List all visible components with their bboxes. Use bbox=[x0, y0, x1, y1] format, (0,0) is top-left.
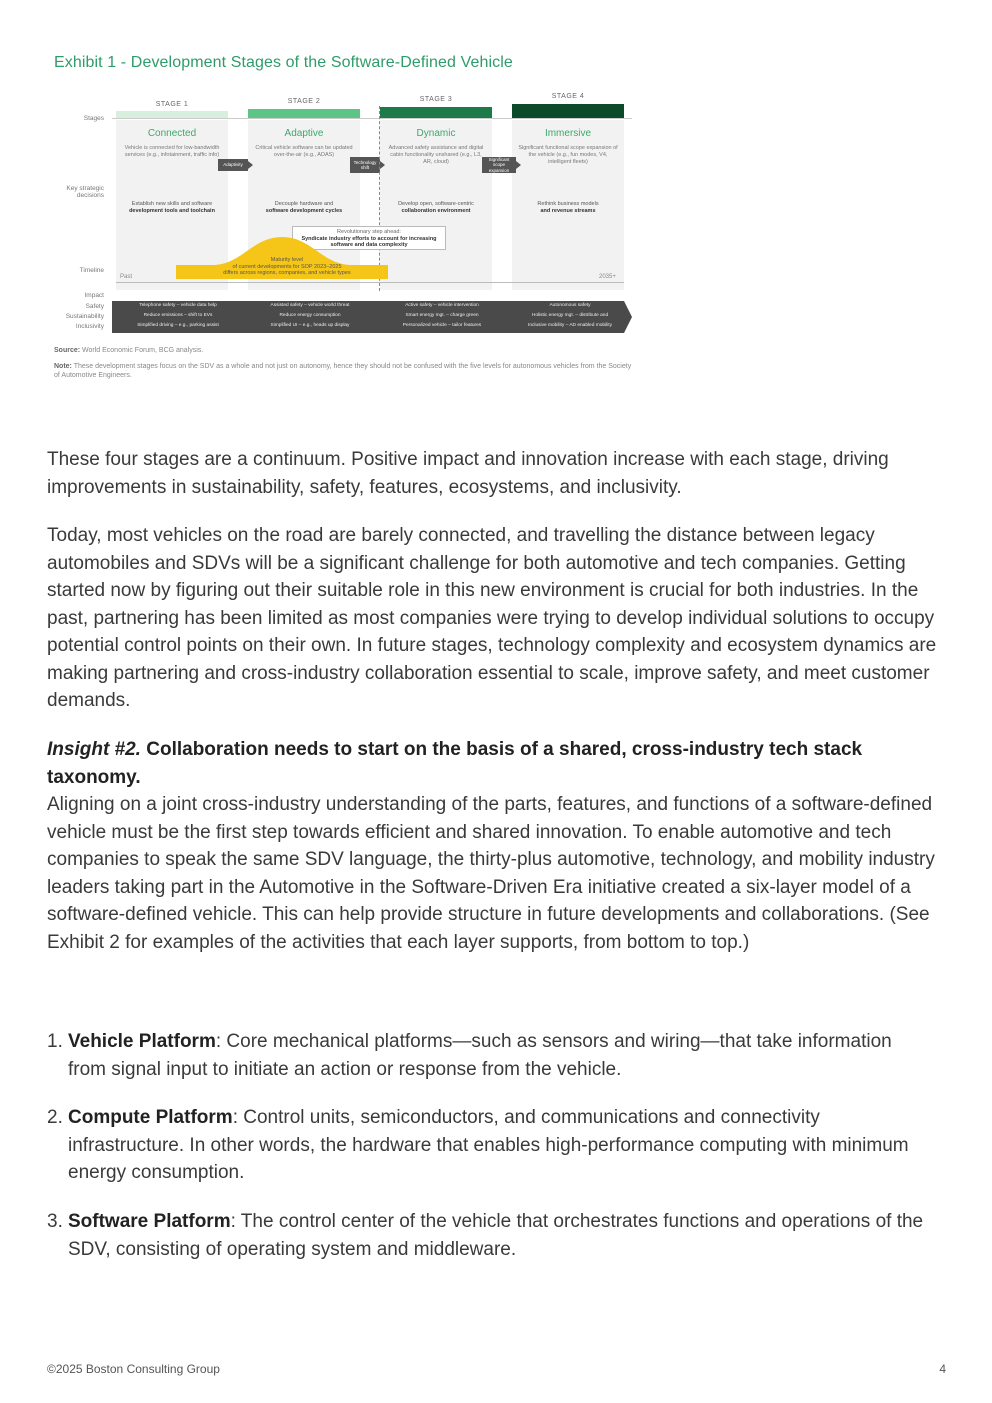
maturity-line-1: Maturity level bbox=[270, 257, 304, 263]
row-label-stages: Stages bbox=[83, 115, 104, 122]
impact-cell: Assisted safety – vehicle world threat bbox=[270, 303, 350, 308]
row-label-sustainability: Sustainability bbox=[65, 313, 104, 320]
list-item bbox=[47, 1104, 927, 1187]
stage-1-header: STAGE 1 bbox=[155, 101, 189, 108]
stage-1-decision bbox=[118, 201, 226, 215]
row-label-inclusivity: Inclusivity bbox=[75, 323, 104, 330]
stage-1-name: Connected bbox=[147, 128, 197, 139]
impact-cell: Simplified driving – e.g., parking assist bbox=[137, 323, 219, 328]
list-term: Software Platform bbox=[68, 1211, 231, 1232]
row-label-decisions: Key strategic decisions bbox=[66, 185, 104, 199]
revolutionary-text: Syndicate industry efforts to account for increasing software and data complexity bbox=[301, 235, 437, 248]
stage-2-decision-bold: software development cycles bbox=[265, 208, 343, 214]
stage-4-header: STAGE 4 bbox=[551, 93, 585, 100]
body-paragraph-1: These four stages are a continuum. Positive impact and innovation increase with each stage, driving improvements in sustainability, safety, features, ecosystems, and inclusivity. bbox=[47, 449, 889, 498]
stage-4-decision-plain: Rethink business models bbox=[537, 201, 599, 207]
body-paragraph-3: Aligning on a joint cross-industry understanding of the parts, features, and functions of a software-defined vehicle must be the first step towards efficient and shared innovation. To enable automotive and tech companies to speak the same SDV language, the thirty-plus automotive, technology, and mobility industry leaders taking part in the Automotive in the Software-Driven Era initiative created a six-layer model of a software-defined vehicle. This can help provide structure in future developments and collaborations. (See Exhibit 2 for examples of the activities that each layer supports, from bottom to top.) bbox=[47, 794, 935, 953]
insight-heading bbox=[47, 736, 942, 791]
stage-2-decision-plain: Decouple hardware and bbox=[274, 201, 334, 207]
stage-4-bar bbox=[512, 104, 624, 118]
stage-1-bar bbox=[116, 111, 228, 118]
stage-1-decision-plain: Establish new skills and software bbox=[131, 201, 213, 207]
list-text: : Control units, semiconductors, and communications and connectivity infrastructure. In other words, the hardware that enables high-performance computing with minimum energy consumption. bbox=[68, 1107, 909, 1183]
maturity-line-3: differs across regions, companies, and vehicle types bbox=[223, 270, 351, 276]
stage-1-description: Vehicle is connected for low-bandwidth services (e.g., infotainment, traffic info) bbox=[124, 145, 220, 158]
stage-2-description: Critical vehicle software can be updated over-the-air (e.g., ADAS) bbox=[255, 145, 353, 158]
impact-cell: Reduce energy consumption bbox=[279, 313, 341, 318]
stage-2-header: STAGE 2 bbox=[287, 98, 321, 105]
stage-3-description: Advanced safety assistance and digital cabin functionality unshared (e.g., L3, AR, cloud) bbox=[388, 145, 484, 165]
maturity-label bbox=[202, 257, 372, 277]
row-label-impact: Impact bbox=[84, 292, 104, 299]
exhibit-source bbox=[54, 346, 634, 355]
stage-3-decision bbox=[382, 201, 490, 215]
list-item bbox=[47, 1028, 927, 1083]
stage-2-name: Adaptive bbox=[284, 128, 324, 139]
timeline-axis bbox=[116, 282, 624, 283]
stage-3-decision-bold: collaboration environment bbox=[401, 208, 471, 214]
list-number: 2. bbox=[47, 1107, 63, 1128]
stage-4-decision-bold: and revenue streams bbox=[540, 208, 596, 214]
stage-axis-line bbox=[112, 118, 632, 119]
insight-title: Collaboration needs to start on the basis of a shared, cross-industry tech stack taxonomy. bbox=[47, 739, 863, 788]
insight-label: Insight #2. bbox=[47, 739, 141, 760]
list-number: 1. bbox=[47, 1031, 63, 1052]
impact-cell: Simplified UI – e.g., heads up display bbox=[270, 323, 350, 328]
shift-scope-expansion: Significant scope expansion bbox=[482, 157, 516, 173]
stage-2-decision bbox=[250, 201, 358, 215]
exhibit-title: Exhibit 1 - Development Stages of the Software-Defined Vehicle bbox=[54, 54, 513, 71]
exhibit-diagram bbox=[54, 90, 634, 340]
stage-4-decision bbox=[514, 201, 622, 215]
exhibit-note bbox=[54, 362, 634, 380]
shift-adaptivity: Adaptivity bbox=[218, 159, 248, 171]
impact-cell: Reduce emissions – shift to EVs bbox=[143, 313, 213, 318]
stage-4-name: Immersive bbox=[544, 128, 592, 139]
impact-cell: Telephone safety – vehicle data help bbox=[139, 303, 217, 308]
stage-3-decision-plain: Develop open, software-centric bbox=[398, 201, 474, 207]
footer-copyright: ©2025 Boston Consulting Group bbox=[47, 1362, 220, 1376]
impact-cell: Active safety – vehicle intervention bbox=[405, 303, 479, 308]
stage-1-decision-bold: development tools and toolchain bbox=[129, 208, 215, 214]
impact-cell: Inclusive mobility – AD enabled mobility bbox=[528, 323, 612, 328]
impact-cell: Personalized vehicle – tailor features bbox=[402, 323, 482, 328]
page-number: 4 bbox=[939, 1362, 946, 1376]
source-label: Source: bbox=[54, 347, 81, 354]
stage-3-name: Dynamic bbox=[416, 128, 456, 139]
row-label-safety: Safety bbox=[85, 303, 104, 310]
revolutionary-label: Revolutionary step ahead: bbox=[337, 229, 401, 235]
stage-3-bar bbox=[380, 107, 492, 118]
list-text: : The control center of the vehicle that orchestrates functions and operations of the SDV, consisting of operating system and middleware. bbox=[68, 1211, 924, 1260]
impact-cell: Smart energy mgt. – charge green bbox=[405, 313, 479, 318]
timeline-start: Past bbox=[120, 274, 133, 280]
row-label-timeline: Timeline bbox=[79, 267, 104, 274]
timeline-end: 2035+ bbox=[599, 274, 616, 280]
list-term: Compute Platform bbox=[68, 1107, 233, 1128]
list-text: : Core mechanical platforms—such as sensors and wiring—that take information from signal input to initiate an action or response from the vehicle. bbox=[68, 1031, 892, 1080]
shift-technology: Technology shift bbox=[350, 157, 380, 173]
note-text: These development stages focus on the SDV as a whole and not just on autonomy, hence they should not be confused with the five levels for autonomous vehicles from the Society of Automotive Engineers. bbox=[54, 363, 632, 379]
source-text: World Economic Forum, BCG analysis. bbox=[82, 347, 204, 354]
body-paragraph-2: Today, most vehicles on the road are barely connected, and travelling the distance between legacy automobiles and SDVs will be a significant challenge for both automotive and tech companies. Getting started now by figuring out their suitable role in this new environment is crucial for both industries. In the past, partnering has been limited as most companies were trying to develop individual solutions to occupy potential control points on their own. In future stages, technology complexity and ecosystem dynamics are making partnering and cross-industry collaboration essential to scale, improve safety, and meet customer demands. bbox=[47, 525, 937, 711]
note-label: Note: bbox=[54, 363, 72, 370]
impact-cell: Autonomous safety bbox=[549, 303, 591, 308]
list-number: 3. bbox=[47, 1211, 63, 1232]
list-term: Vehicle Platform bbox=[68, 1031, 216, 1052]
list-item bbox=[47, 1208, 927, 1263]
stage-3-header: STAGE 3 bbox=[419, 96, 453, 103]
stage-2-bar bbox=[248, 109, 360, 118]
impact-cell: Holistic energy mgt. – distribute and bbox=[531, 313, 609, 318]
stage-4-description: Significant functional scope expansion of the vehicle (e.g., fun modes, V4, intelligent fleets) bbox=[518, 145, 618, 165]
maturity-line-2: of current developments for SOP 2023–2025 bbox=[232, 263, 342, 270]
